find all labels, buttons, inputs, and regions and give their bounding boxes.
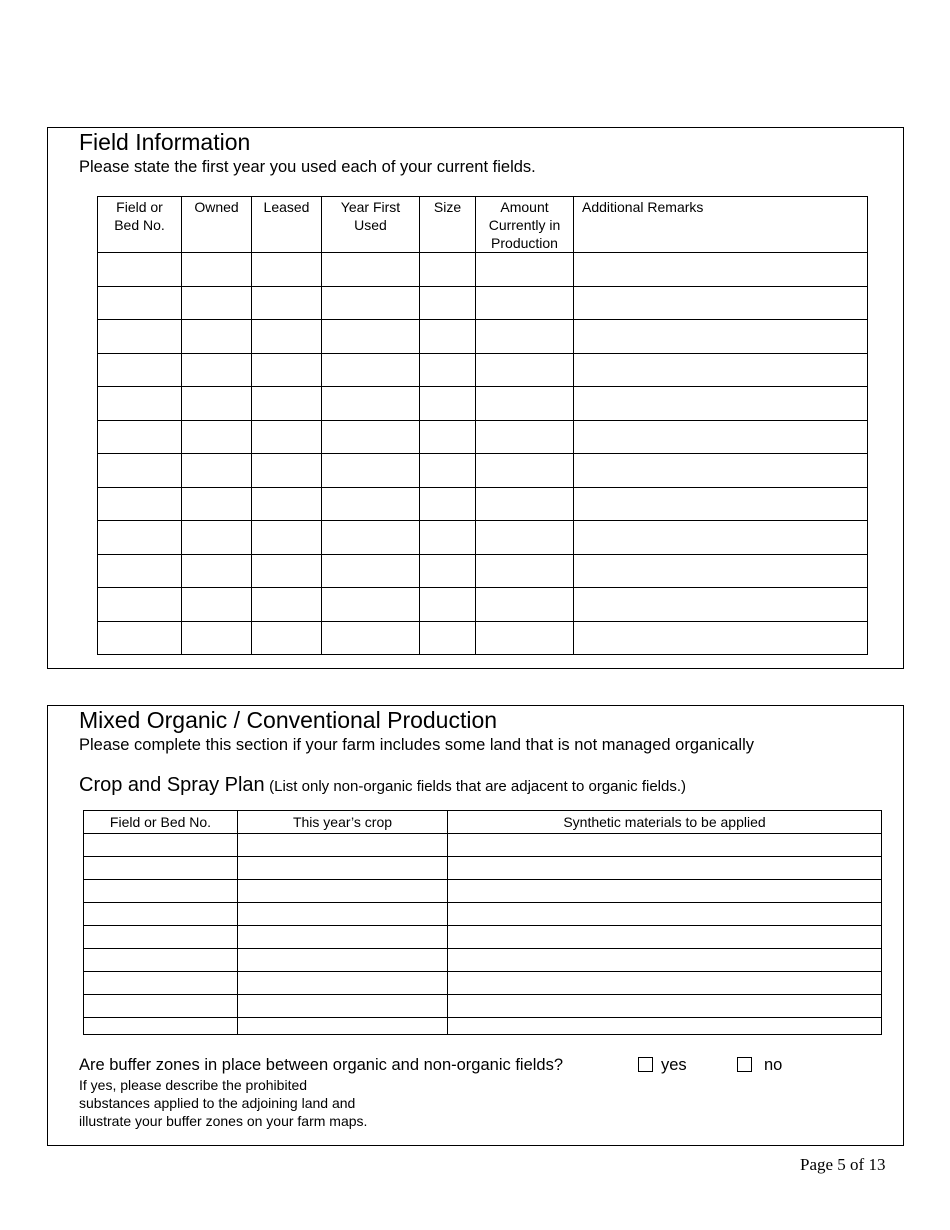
field-table-cell[interactable] bbox=[322, 420, 420, 454]
field-table-cell[interactable] bbox=[420, 253, 476, 287]
field-table-cell[interactable] bbox=[476, 487, 574, 521]
header-this-years-crop: This year’s crop bbox=[238, 811, 448, 834]
field-table-cell[interactable] bbox=[182, 588, 252, 622]
spray-plan-table-row bbox=[84, 1018, 882, 1035]
field-table-cell[interactable] bbox=[574, 521, 868, 555]
spray-plan-table-cell[interactable] bbox=[238, 903, 448, 926]
field-table-cell[interactable] bbox=[252, 588, 322, 622]
field-table-cell[interactable] bbox=[476, 353, 574, 387]
field-table-cell[interactable] bbox=[182, 387, 252, 421]
field-table-row bbox=[98, 554, 868, 588]
spray-plan-table-row bbox=[84, 880, 882, 903]
field-table-row bbox=[98, 253, 868, 287]
field-information-title: Field Information bbox=[79, 129, 251, 155]
field-table-cell[interactable] bbox=[574, 588, 868, 622]
field-table-cell[interactable] bbox=[420, 320, 476, 354]
spray-plan-table-cell[interactable] bbox=[448, 834, 882, 857]
field-table-cell[interactable] bbox=[476, 420, 574, 454]
field-table-cell[interactable] bbox=[322, 621, 420, 655]
field-table-cell[interactable] bbox=[322, 487, 420, 521]
field-table-cell[interactable] bbox=[574, 487, 868, 521]
spray-plan-table-cell[interactable] bbox=[448, 880, 882, 903]
crop-spray-plan-table bbox=[83, 810, 882, 1035]
header-amount-in-production: Amount Currently in Production bbox=[476, 197, 574, 253]
field-table-cell[interactable] bbox=[476, 554, 574, 588]
field-table-cell[interactable] bbox=[322, 588, 420, 622]
spray-plan-table-cell[interactable] bbox=[238, 972, 448, 995]
spray-plan-table-cell[interactable] bbox=[84, 834, 238, 857]
field-table-cell[interactable] bbox=[182, 454, 252, 488]
field-table-cell[interactable] bbox=[252, 353, 322, 387]
field-table-cell[interactable] bbox=[476, 621, 574, 655]
spray-plan-table-cell[interactable] bbox=[238, 926, 448, 949]
field-table-cell[interactable] bbox=[574, 420, 868, 454]
field-table-cell[interactable] bbox=[574, 286, 868, 320]
crop-spray-plan-title: Crop and Spray Plan bbox=[79, 774, 265, 796]
spray-plan-table-row bbox=[84, 903, 882, 926]
field-information-subtitle: Please state the first year you used each of your current fields. bbox=[79, 158, 536, 176]
field-table-cell[interactable] bbox=[182, 420, 252, 454]
field-table-cell[interactable] bbox=[322, 320, 420, 354]
field-table-cell[interactable] bbox=[252, 387, 322, 421]
field-table-cell[interactable] bbox=[182, 521, 252, 555]
field-table-cell[interactable] bbox=[574, 554, 868, 588]
spray-plan-table-cell[interactable] bbox=[238, 857, 448, 880]
field-table-cell[interactable] bbox=[252, 454, 322, 488]
field-table-cell[interactable] bbox=[98, 487, 182, 521]
field-table-cell[interactable] bbox=[182, 286, 252, 320]
field-table-cell[interactable] bbox=[476, 521, 574, 555]
field-table-cell[interactable] bbox=[182, 554, 252, 588]
spray-plan-table-cell[interactable] bbox=[448, 995, 882, 1018]
field-table-cell[interactable] bbox=[98, 588, 182, 622]
field-table-cell[interactable] bbox=[98, 521, 182, 555]
field-table-cell[interactable] bbox=[182, 320, 252, 354]
header-field-or-bed-no: Field or Bed No. bbox=[98, 197, 182, 253]
buffer-yes-checkbox[interactable] bbox=[638, 1057, 653, 1072]
spray-plan-table-cell[interactable] bbox=[84, 1018, 238, 1035]
buffer-yes-label: yes bbox=[661, 1056, 687, 1074]
field-table-cell[interactable] bbox=[98, 353, 182, 387]
field-table-row bbox=[98, 454, 868, 488]
field-table-cell[interactable] bbox=[252, 253, 322, 287]
spray-plan-table-cell[interactable] bbox=[238, 1018, 448, 1035]
field-table-cell[interactable] bbox=[252, 521, 322, 555]
field-table-cell[interactable] bbox=[574, 253, 868, 287]
field-table-row bbox=[98, 353, 868, 387]
field-table-cell[interactable] bbox=[252, 420, 322, 454]
field-table-cell[interactable] bbox=[420, 353, 476, 387]
crop-spray-plan-heading bbox=[79, 774, 686, 797]
field-table-row bbox=[98, 286, 868, 320]
spray-plan-table-cell[interactable] bbox=[448, 972, 882, 995]
header-field-or-bed-no: Field or Bed No. bbox=[84, 811, 238, 834]
field-table-cell[interactable] bbox=[322, 554, 420, 588]
field-table-cell[interactable] bbox=[420, 554, 476, 588]
field-table-cell[interactable] bbox=[476, 387, 574, 421]
field-table-cell[interactable] bbox=[98, 554, 182, 588]
spray-plan-table-cell[interactable] bbox=[448, 926, 882, 949]
field-table-cell[interactable] bbox=[420, 454, 476, 488]
spray-plan-table-cell[interactable] bbox=[84, 926, 238, 949]
spray-plan-table-cell[interactable] bbox=[238, 880, 448, 903]
field-table-cell[interactable] bbox=[574, 320, 868, 354]
spray-plan-table-row bbox=[84, 972, 882, 995]
field-table-cell[interactable] bbox=[476, 253, 574, 287]
field-table-cell[interactable] bbox=[252, 621, 322, 655]
field-table-cell[interactable] bbox=[420, 420, 476, 454]
field-table-cell[interactable] bbox=[476, 320, 574, 354]
field-table-cell[interactable] bbox=[420, 487, 476, 521]
header-size: Size bbox=[420, 197, 476, 253]
field-table-row bbox=[98, 320, 868, 354]
spray-plan-table-cell[interactable] bbox=[84, 880, 238, 903]
buffer-no-label: no bbox=[764, 1056, 783, 1074]
field-table-cell[interactable] bbox=[322, 253, 420, 287]
field-table-row bbox=[98, 387, 868, 421]
spray-plan-table-cell[interactable] bbox=[238, 949, 448, 972]
field-table-cell[interactable] bbox=[98, 286, 182, 320]
field-table-cell[interactable] bbox=[252, 320, 322, 354]
field-table-cell[interactable] bbox=[322, 521, 420, 555]
header-leased: Leased bbox=[252, 197, 322, 253]
field-table-cell[interactable] bbox=[182, 353, 252, 387]
header-owned: Owned bbox=[182, 197, 252, 253]
field-table-cell[interactable] bbox=[98, 253, 182, 287]
field-table-cell[interactable] bbox=[98, 454, 182, 488]
field-table-cell[interactable] bbox=[98, 621, 182, 655]
field-table-cell[interactable] bbox=[420, 621, 476, 655]
field-table-cell[interactable] bbox=[252, 487, 322, 521]
spray-plan-table-cell[interactable] bbox=[448, 1018, 882, 1035]
spray-plan-table-row bbox=[84, 857, 882, 880]
field-table-row bbox=[98, 487, 868, 521]
buffer-zone-question: Are buffer zones in place between organic and non-organic fields? bbox=[79, 1056, 564, 1074]
mixed-production-subtitle: Please complete this section if your farm includes some land that is not managed organically bbox=[79, 736, 755, 754]
field-table-row bbox=[98, 588, 868, 622]
page-number: Page 5 of 13 bbox=[800, 1155, 886, 1174]
spray-plan-table-row bbox=[84, 926, 882, 949]
buffer-no-checkbox[interactable] bbox=[737, 1057, 752, 1072]
field-table-cell[interactable] bbox=[476, 286, 574, 320]
field-table-cell[interactable] bbox=[420, 286, 476, 320]
field-table-cell[interactable] bbox=[574, 387, 868, 421]
field-information-table bbox=[97, 196, 868, 655]
mixed-production-title: Mixed Organic / Conventional Production bbox=[79, 707, 498, 733]
field-table-cell[interactable] bbox=[476, 454, 574, 488]
field-table-cell[interactable] bbox=[182, 253, 252, 287]
spray-plan-table-cell[interactable] bbox=[84, 949, 238, 972]
field-table-cell[interactable] bbox=[420, 588, 476, 622]
header-synthetic-materials: Synthetic materials to be applied bbox=[448, 811, 882, 834]
field-table-row bbox=[98, 521, 868, 555]
field-table-row bbox=[98, 621, 868, 655]
field-table-cell[interactable] bbox=[98, 420, 182, 454]
header-year-first-used: Year First Used bbox=[322, 197, 420, 253]
field-table-cell[interactable] bbox=[182, 621, 252, 655]
spray-plan-table-cell[interactable] bbox=[448, 857, 882, 880]
field-table-cell[interactable] bbox=[322, 353, 420, 387]
spray-plan-table-cell[interactable] bbox=[238, 995, 448, 1018]
spray-plan-table-cell[interactable] bbox=[84, 903, 238, 926]
spray-plan-table-cell[interactable] bbox=[84, 995, 238, 1018]
spray-plan-table-row bbox=[84, 995, 882, 1018]
field-table-cell[interactable] bbox=[420, 387, 476, 421]
field-table-cell[interactable] bbox=[322, 454, 420, 488]
field-table-cell[interactable] bbox=[420, 521, 476, 555]
field-table-row bbox=[98, 420, 868, 454]
spray-plan-table-cell[interactable] bbox=[238, 834, 448, 857]
field-table-cell[interactable] bbox=[322, 286, 420, 320]
crop-spray-plan-note: (List only non-organic fields that are adjacent to organic fields.) bbox=[269, 778, 687, 795]
field-table-cell[interactable] bbox=[322, 387, 420, 421]
field-table-cell[interactable] bbox=[476, 588, 574, 622]
spray-plan-table-cell[interactable] bbox=[84, 857, 238, 880]
field-table-cell[interactable] bbox=[574, 621, 868, 655]
spray-plan-table-row bbox=[84, 834, 882, 857]
buffer-zone-instructions: If yes, please describe the prohibited substances applied to the adjoining land and illustrate your buffer zones on your farm maps. bbox=[79, 1077, 368, 1129]
field-table-cell[interactable] bbox=[98, 387, 182, 421]
field-table-cell[interactable] bbox=[574, 454, 868, 488]
field-table-cell[interactable] bbox=[252, 286, 322, 320]
header-additional-remarks: Additional Remarks bbox=[574, 197, 868, 253]
field-table-cell[interactable] bbox=[574, 353, 868, 387]
field-table-cell[interactable] bbox=[182, 487, 252, 521]
spray-plan-table-cell[interactable] bbox=[84, 972, 238, 995]
field-table-cell[interactable] bbox=[252, 554, 322, 588]
spray-plan-table-row bbox=[84, 949, 882, 972]
field-table-cell[interactable] bbox=[98, 320, 182, 354]
spray-plan-table-cell[interactable] bbox=[448, 949, 882, 972]
spray-plan-table-cell[interactable] bbox=[448, 903, 882, 926]
